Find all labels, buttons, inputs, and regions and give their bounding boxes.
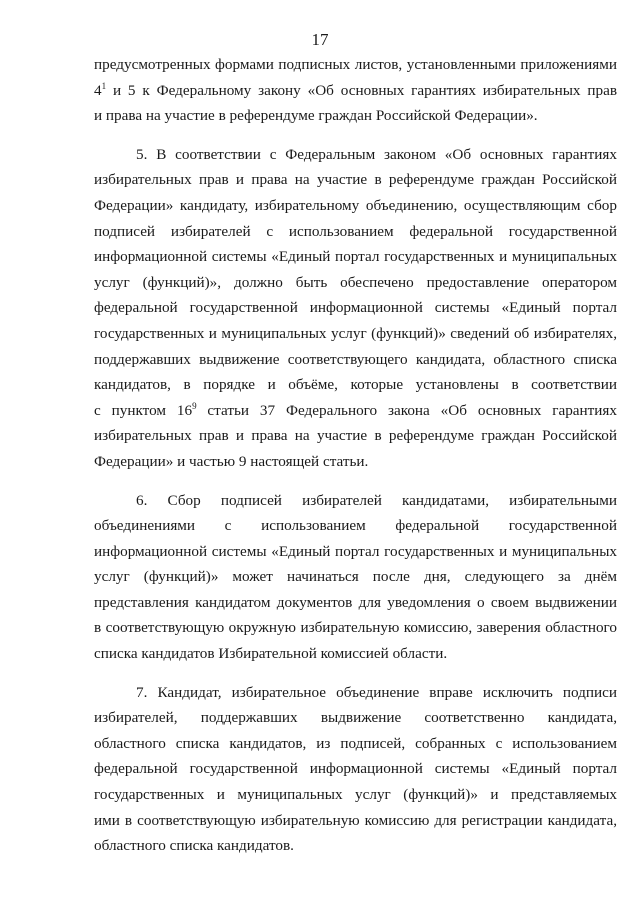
- text-line: поддержавших выдвижение соответствующего кандидата, областного списка: [94, 350, 617, 368]
- text-line: избирательных прав и права на участие в референдуме граждан Российской: [94, 171, 617, 189]
- text-line: $4^1$ и 5 к Федеральному закону «Об основных гарантиях избирательных прав: [94, 80, 617, 99]
- text-line: Федерации» и частью 9 настоящей статьи.: [94, 452, 369, 470]
- text-line: в соответствующую окружную избирательную комиссию, заверения областного: [94, 619, 617, 637]
- paragraph-p6: [94, 488, 617, 667]
- paragraph-p0: [94, 52, 617, 129]
- text-line: услуг (функций)» может начинаться после дня, следующего за днём: [94, 568, 617, 586]
- text-line: объединениями с использованием федеральной государственной: [94, 517, 617, 535]
- page-number: 17: [311, 30, 329, 49]
- paragraph-p5: [94, 142, 617, 475]
- text-line: областного списка кандидатов.: [94, 837, 294, 855]
- text-line: списка кандидатов Избирательной комиссией области.: [94, 645, 448, 663]
- text-line: Федерации» кандидату, избирательному объединению, осуществляющим сбор: [94, 196, 617, 214]
- text-line: 7. Кандидат, избирательное объединение вправе исключить подписи: [136, 683, 617, 701]
- text-line: избирательных прав и права на участие в референдуме граждан Российской: [94, 427, 617, 445]
- text-line: 6. Сбор подписей избирателей кандидатами, избирательными: [136, 491, 617, 509]
- text-line: предусмотренных формами подписных листов, установленными приложениями: [94, 56, 617, 73]
- text-line: представления кандидатом документов для уведомления о своем выдвижении: [94, 593, 617, 611]
- text-line: государственных и муниципальных услуг (функций)» и представляемых: [94, 786, 617, 804]
- text-line: подписей избирателей с использованием федеральной государственной: [94, 222, 617, 240]
- text-line: федеральной государственной информационной системы «Единый портал: [94, 299, 617, 317]
- paragraph-gap: [94, 475, 617, 488]
- text-line: 5. В соответствии с Федеральным законом «Об основных гарантиях: [136, 145, 617, 163]
- text-line: с пунктом $16^9$ статьи 37 Федерального закона «Об основных гарантиях: [94, 400, 618, 419]
- text-line: услуг (функций)», должно быть обеспечено предоставление оператором: [94, 273, 617, 291]
- document-body: [94, 52, 617, 859]
- text-line: ими в соответствующую избирательную комиссию для регистрации кандидата,: [94, 811, 617, 829]
- text-line: кандидатов, в порядке и объёме, которые установлены в соответствии: [94, 376, 617, 394]
- text-line: информационной системы «Единый портал государственных и муниципальных: [94, 542, 617, 560]
- text-line: и права на участие в референдуме граждан Российской Федерации».: [94, 107, 538, 125]
- paragraph-gap: [94, 129, 617, 142]
- text-line: избирателей, поддержавших выдвижение соответственно кандидата,: [94, 709, 617, 727]
- text-line: информационной системы «Единый портал государственных и муниципальных: [94, 248, 617, 266]
- text-line: федеральной государственной информационной системы «Единый портал: [94, 760, 617, 778]
- text-line: областного списка кандидатов, из подписей, собранных с использованием: [94, 734, 617, 752]
- paragraph-gap: [94, 667, 617, 680]
- paragraph-p7: [94, 680, 617, 859]
- text-line: государственных и муниципальных услуг (функций)» сведений об избирателях,: [94, 324, 617, 342]
